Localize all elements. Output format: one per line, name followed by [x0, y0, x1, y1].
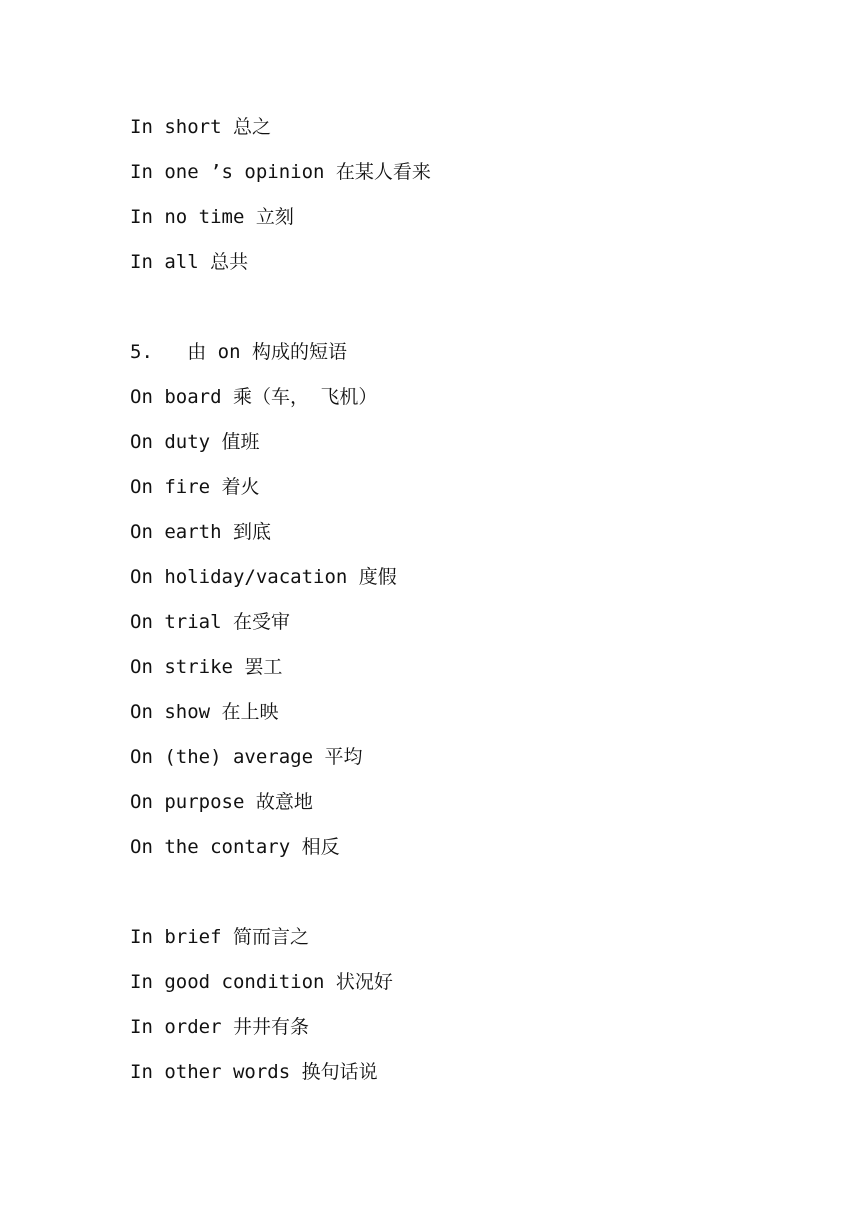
- phrase-line: In all 总共: [130, 251, 249, 273]
- phrase-line: On strike 罢工: [130, 656, 283, 678]
- phrase-line: In order 井井有条: [130, 1016, 309, 1038]
- phrase-line: On board 乘（车， 飞机）: [130, 386, 378, 408]
- phrase-line: On holiday/vacation 度假: [130, 566, 397, 588]
- phrase-line: In good condition 状况好: [130, 971, 393, 993]
- section-heading: 5. 由 on 构成的短语: [130, 341, 347, 363]
- phrase-line: In one ’s opinion 在某人看来: [130, 161, 431, 183]
- phrase-line: On duty 值班: [130, 431, 260, 453]
- phrase-line: In other words 换句话说: [130, 1061, 378, 1083]
- phrase-line: On show 在上映: [130, 701, 279, 723]
- phrase-line: On earth 到底: [130, 521, 271, 543]
- phrase-line: In brief 简而言之: [130, 926, 309, 948]
- phrase-line: On (the) average 平均: [130, 746, 363, 768]
- phrase-line: In no time 立刻: [130, 206, 294, 228]
- phrase-line: In short 总之: [130, 116, 271, 138]
- phrase-line: On the contary 相反: [130, 836, 340, 858]
- phrase-line: On fire 着火: [130, 476, 260, 498]
- phrase-line: On purpose 故意地: [130, 791, 313, 813]
- phrase-line: On trial 在受审: [130, 611, 290, 633]
